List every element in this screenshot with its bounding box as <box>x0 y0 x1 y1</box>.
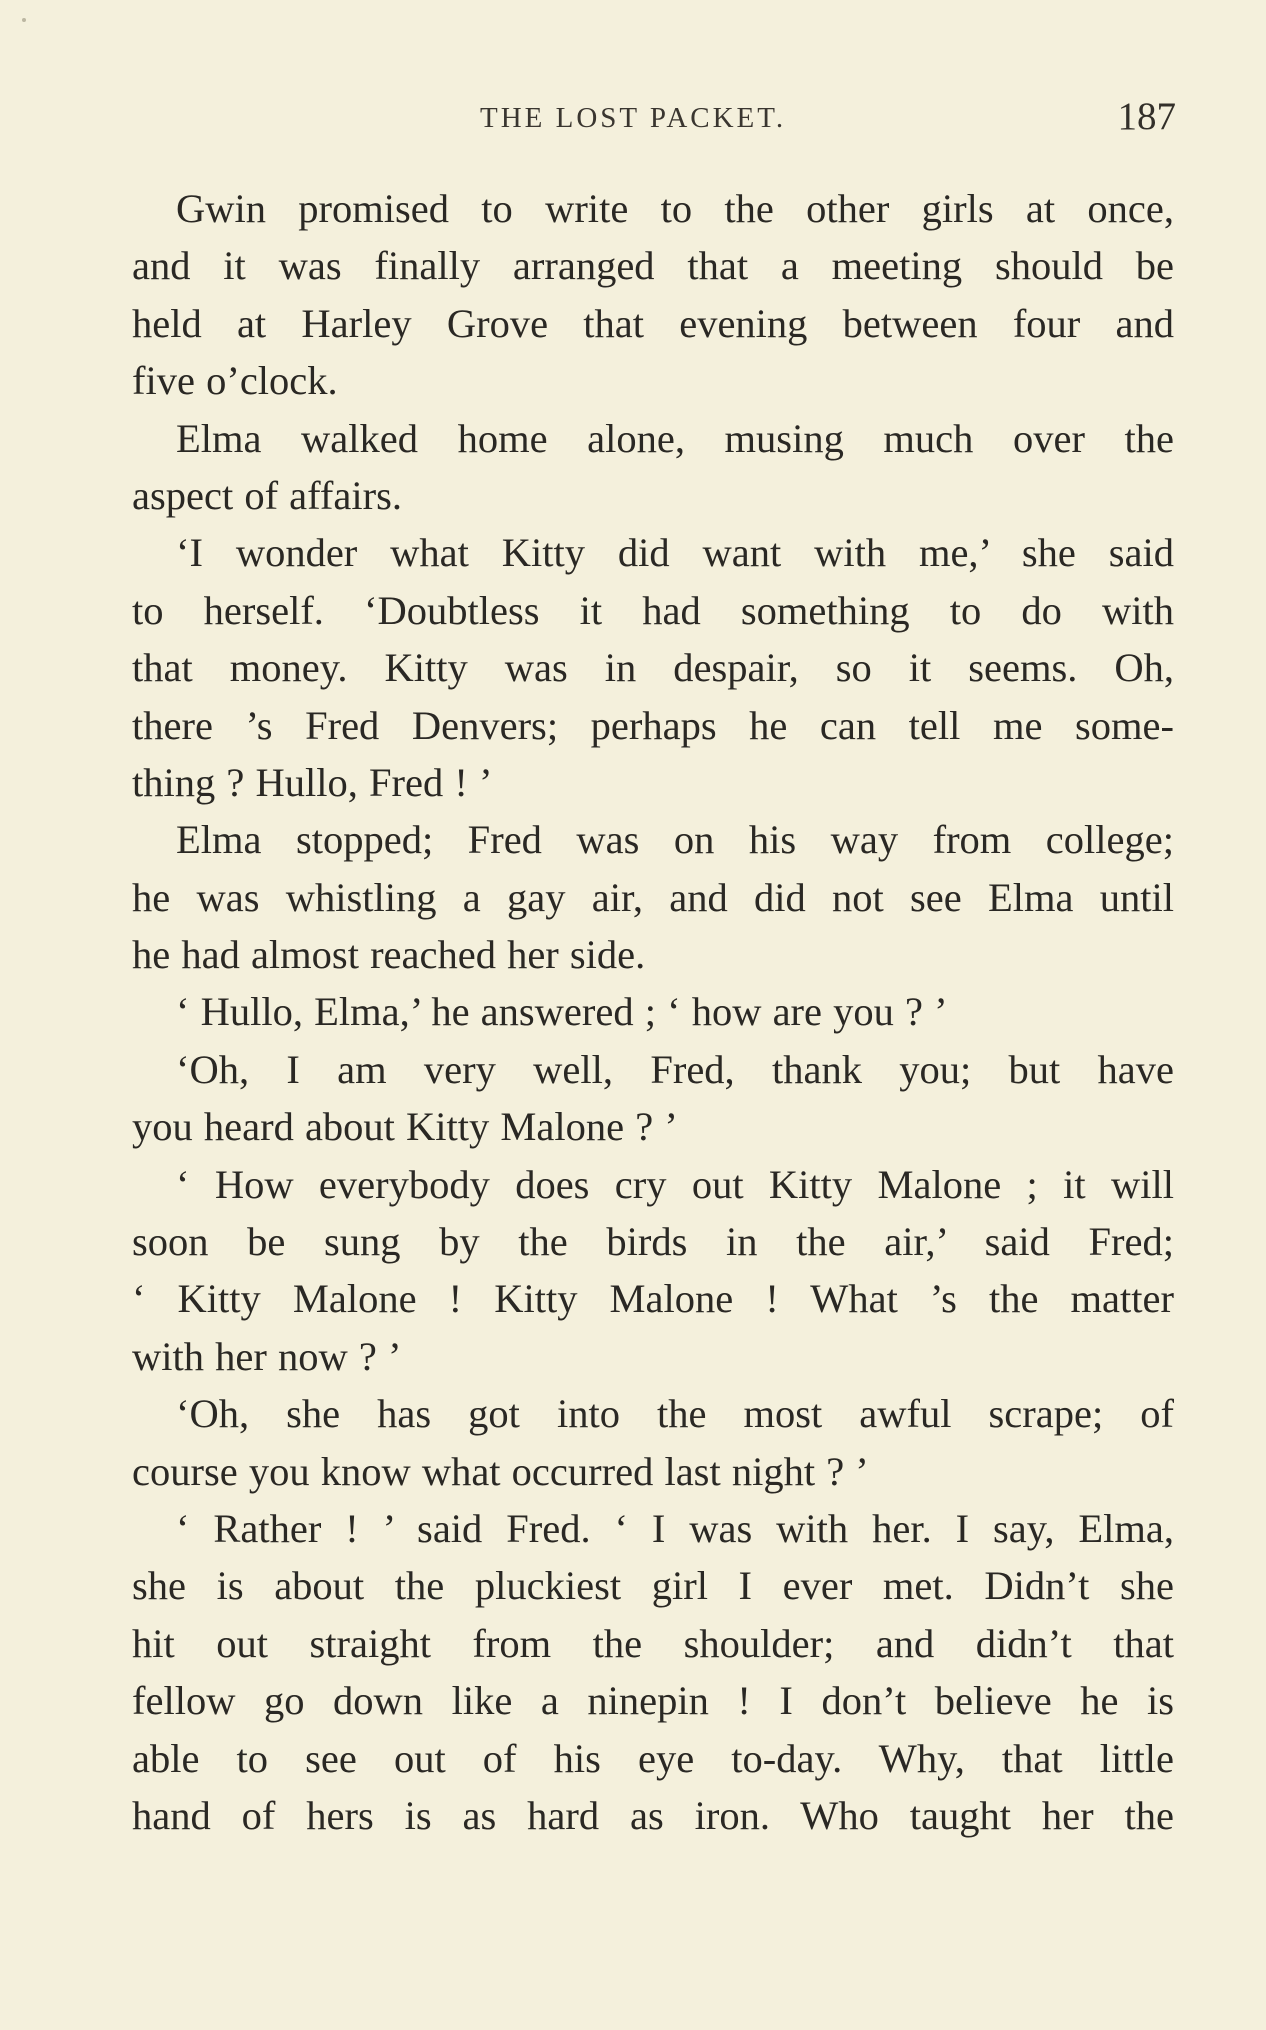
text-line: able to see out of his eye to-day. Why, that little <box>132 1735 1174 1781</box>
text-line: he had almost reached her side. <box>132 932 646 978</box>
text-line: ‘Oh, she has got into the most awful scrape; of <box>176 1391 1174 1437</box>
text-line: ‘Oh, I am very well, Fred, thank you; but have <box>176 1046 1174 1092</box>
text-line: ‘ Rather ! ’ said Fred. ‘ I was with her. I say, Elma, <box>176 1505 1174 1551</box>
text-line: course you know what occurred last night ? ’ <box>132 1448 869 1494</box>
text-line: held at Harley Grove that evening between four and <box>132 300 1174 346</box>
text-line: you heard about Kitty Malone ? ’ <box>132 1104 678 1150</box>
text-line: hand of hers is as hard as iron. Who taught her the <box>132 1792 1174 1838</box>
text-line: hit out straight from the shoulder; and didn’t that <box>132 1620 1174 1666</box>
text-line: there ’s Fred Denvers; perhaps he can tell me some- <box>132 702 1174 748</box>
text-line: that money. Kitty was in despair, so it seems. Oh, <box>132 645 1174 691</box>
text-line: Elma stopped; Fred was on his way from college; <box>176 817 1174 863</box>
text-line: ‘I wonder what Kitty did want with me,’ she said <box>176 530 1174 576</box>
text-line: Elma walked home alone, musing much over the <box>176 415 1174 461</box>
text-line: ‘ Hullo, Elma,’ he answered ; ‘ how are you ? ’ <box>176 989 948 1035</box>
text-line: she is about the pluckiest girl I ever met. Didn’t she <box>132 1563 1174 1609</box>
text-line: aspect of affairs. <box>132 472 402 518</box>
text-line: ‘ How everybody does cry out Kitty Malone ; it will <box>176 1161 1174 1207</box>
running-header <box>130 96 1176 146</box>
text-line: soon be sung by the birds in the air,’ said Fred; <box>132 1219 1174 1265</box>
text-line: he was whistling a gay air, and did not see Elma until <box>132 874 1174 920</box>
text-line: with her now ? ’ <box>132 1333 402 1379</box>
text-line: fellow go down like a ninepin ! I don’t believe he is <box>132 1678 1174 1724</box>
page-number: 187 <box>1117 95 1176 138</box>
running-title: THE LOST PACKET. <box>480 102 787 134</box>
text-line: ‘ Kitty Malone ! Kitty Malone ! What ’s the matter <box>132 1276 1174 1322</box>
body-text <box>132 180 1174 1844</box>
text-line: Gwin promised to write to the other girls at once, <box>176 186 1174 231</box>
text-line: thing ? Hullo, Fred ! ’ <box>132 759 493 805</box>
paper-speck <box>22 18 26 22</box>
text-line: five o’clock. <box>132 358 338 404</box>
text-line: and it was finally arranged that a meeting should be <box>132 243 1174 289</box>
text-line: to herself. ‘Doubtless it had something to do with <box>132 587 1174 633</box>
